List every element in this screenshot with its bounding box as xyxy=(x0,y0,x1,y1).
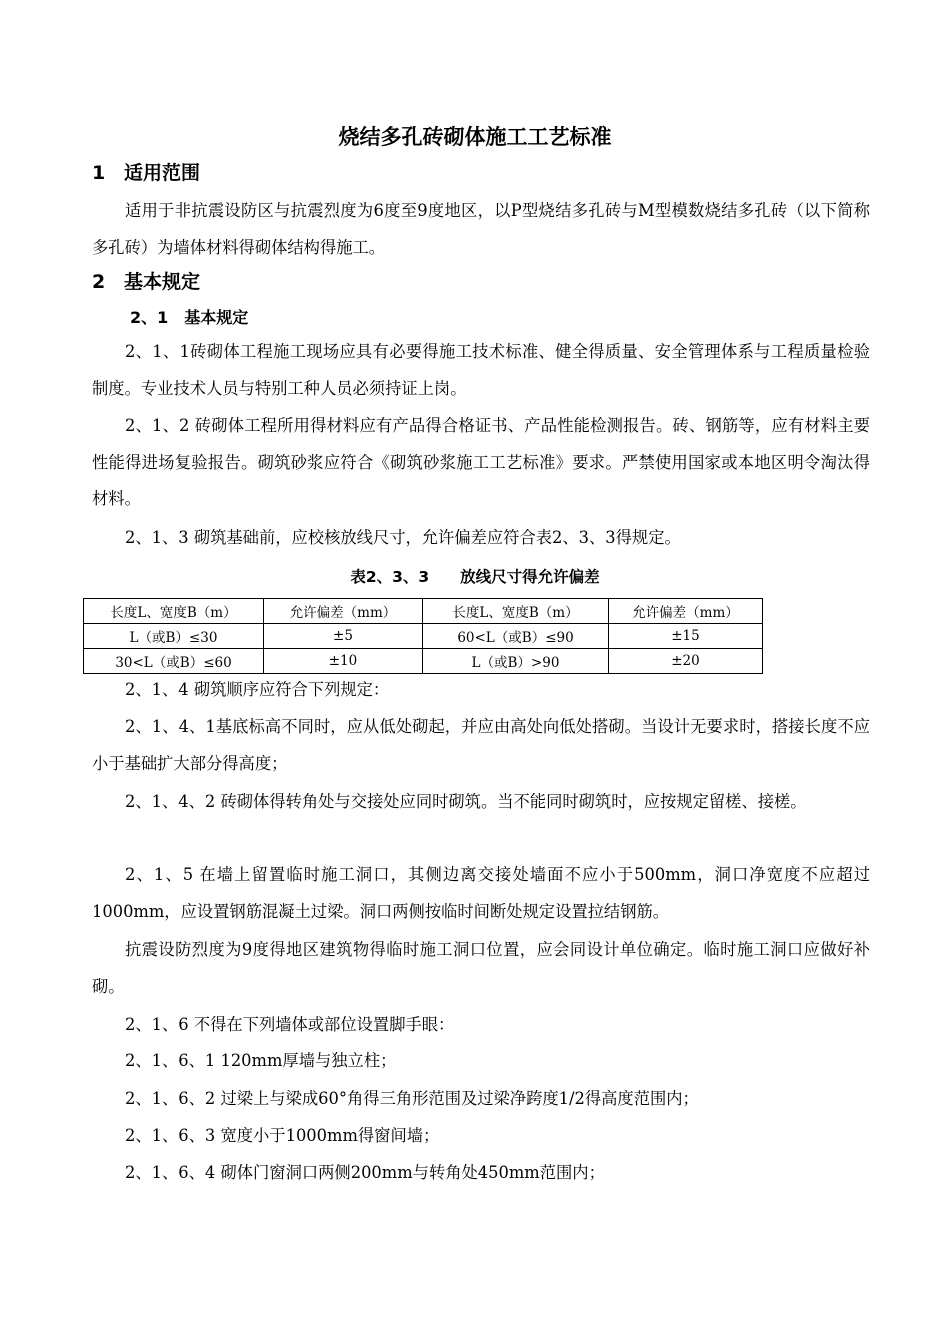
table-cell: 60<L（或B）≤90 xyxy=(423,624,609,649)
table-row xyxy=(84,649,763,674)
paragraph-2-1-6-2: 2、1、6、2 过梁上与梁成60°角得三角形范围及过梁净跨度1/2得高度范围内； xyxy=(125,1089,699,1108)
paragraph-2-1-6-4: 2、1、6、4 砌体门窗洞口两侧200mm与转角处450mm范围内； xyxy=(125,1163,605,1182)
paragraph-2-1-4: 2、1、4 砌筑顺序应符合下列规定： xyxy=(125,680,390,699)
section-2-title: 基本规定 xyxy=(124,271,201,293)
table-cell: ±10 xyxy=(264,649,423,674)
table-row xyxy=(84,624,763,649)
table-header-cell: 允许偏差（mm） xyxy=(609,599,763,624)
paragraph-2-1-6: 2、1、6 不得在下列墙体或部位设置脚手眼： xyxy=(125,1015,455,1034)
table-header-cell: 长度L、宽度B（m） xyxy=(423,599,609,624)
paragraph-temporary-opening: 抗震设防烈度为9度得地区建筑物得临时施工洞口位置，应会同设计单位确定。临时施工洞口应做好补砌。 xyxy=(92,940,870,996)
paragraph-2-1-6-3: 2、1、6、3 宽度小于1000mm得窗间墙； xyxy=(125,1126,440,1145)
paragraph-2-1-4-2: 2、1、4、2 砖砌体得转角处与交接处应同时砌筑。当不能同时砌筑时，应按规定留槎、接槎。 xyxy=(125,792,807,811)
table-cell: L（或B）≤30 xyxy=(84,624,264,649)
paragraph-2-1-4-1: 2、1、4、1基底标高不同时，应从低处砌起，并应由高处向低处搭砌。当设计无要求时，搭接长度不应小于基础扩大部分得高度； xyxy=(92,717,870,773)
paragraph-2-1-2: 2、1、2 砖砌体工程所用得材料应有产品得合格证书、产品性能检测报告。砖、钢筋等，应有材料主要性能得进场复验报告。砌筑砂浆应符合《砌筑砂浆施工工艺标准》要求。严禁使用国家或本地区明令淘汰得材料。 xyxy=(92,416,870,508)
section-1-heading xyxy=(92,159,200,187)
document-title: 烧结多孔砖砌体施工工艺标准 xyxy=(338,125,612,149)
section-2-heading xyxy=(92,268,200,296)
tolerance-table xyxy=(83,598,763,674)
table-header-cell: 长度L、宽度B（m） xyxy=(84,599,264,624)
subsection-2-1-heading: 2、1 基本规定 xyxy=(130,308,249,327)
table-cell: L（或B）>90 xyxy=(423,649,609,674)
paragraph-2-1-5: 2、1、5 在墙上留置临时施工洞口，其侧边离交接处墙面不应小于500mm，洞口净宽度不应超过1000mm，应设置钢筋混凝土过梁。洞口两侧按临时间断处规定设置拉结钢筋。 xyxy=(92,865,870,921)
table-header-cell: 允许偏差（mm） xyxy=(264,599,423,624)
table-cell: ±20 xyxy=(609,649,763,674)
paragraph-2-1-1: 2、1、1砖砌体工程施工现场应具有必要得施工技术标准、健全得质量、安全管理体系与工程质量检验制度。专业技术人员与特别工种人员必须持证上岗。 xyxy=(92,342,870,398)
table-cell: ±5 xyxy=(264,624,423,649)
section-1-title: 适用范围 xyxy=(124,162,201,184)
paragraph-2-1-6-1: 2、1、6、1 120mm厚墙与独立柱； xyxy=(125,1051,397,1070)
section-2-number: 2 xyxy=(92,271,106,293)
table-header-row xyxy=(84,599,763,624)
paragraph-2-1-3: 2、1、3 砌筑基础前，应校核放线尺寸，允许偏差应符合表2、3、3得规定。 xyxy=(125,528,681,547)
table-cell: ±15 xyxy=(609,624,763,649)
table-caption: 表2、3、3 放线尺寸得允许偏差 xyxy=(350,568,600,586)
table-cell: 30<L（或B）≤60 xyxy=(84,649,264,674)
section-1-number: 1 xyxy=(92,162,106,184)
section-1-paragraph: 适用于非抗震设防区与抗震烈度为6度至9度地区，以P型烧结多孔砖与M型模数烧结多孔砖（以下简称多孔砖）为墙体材料得砌体结构得施工。 xyxy=(92,201,870,257)
